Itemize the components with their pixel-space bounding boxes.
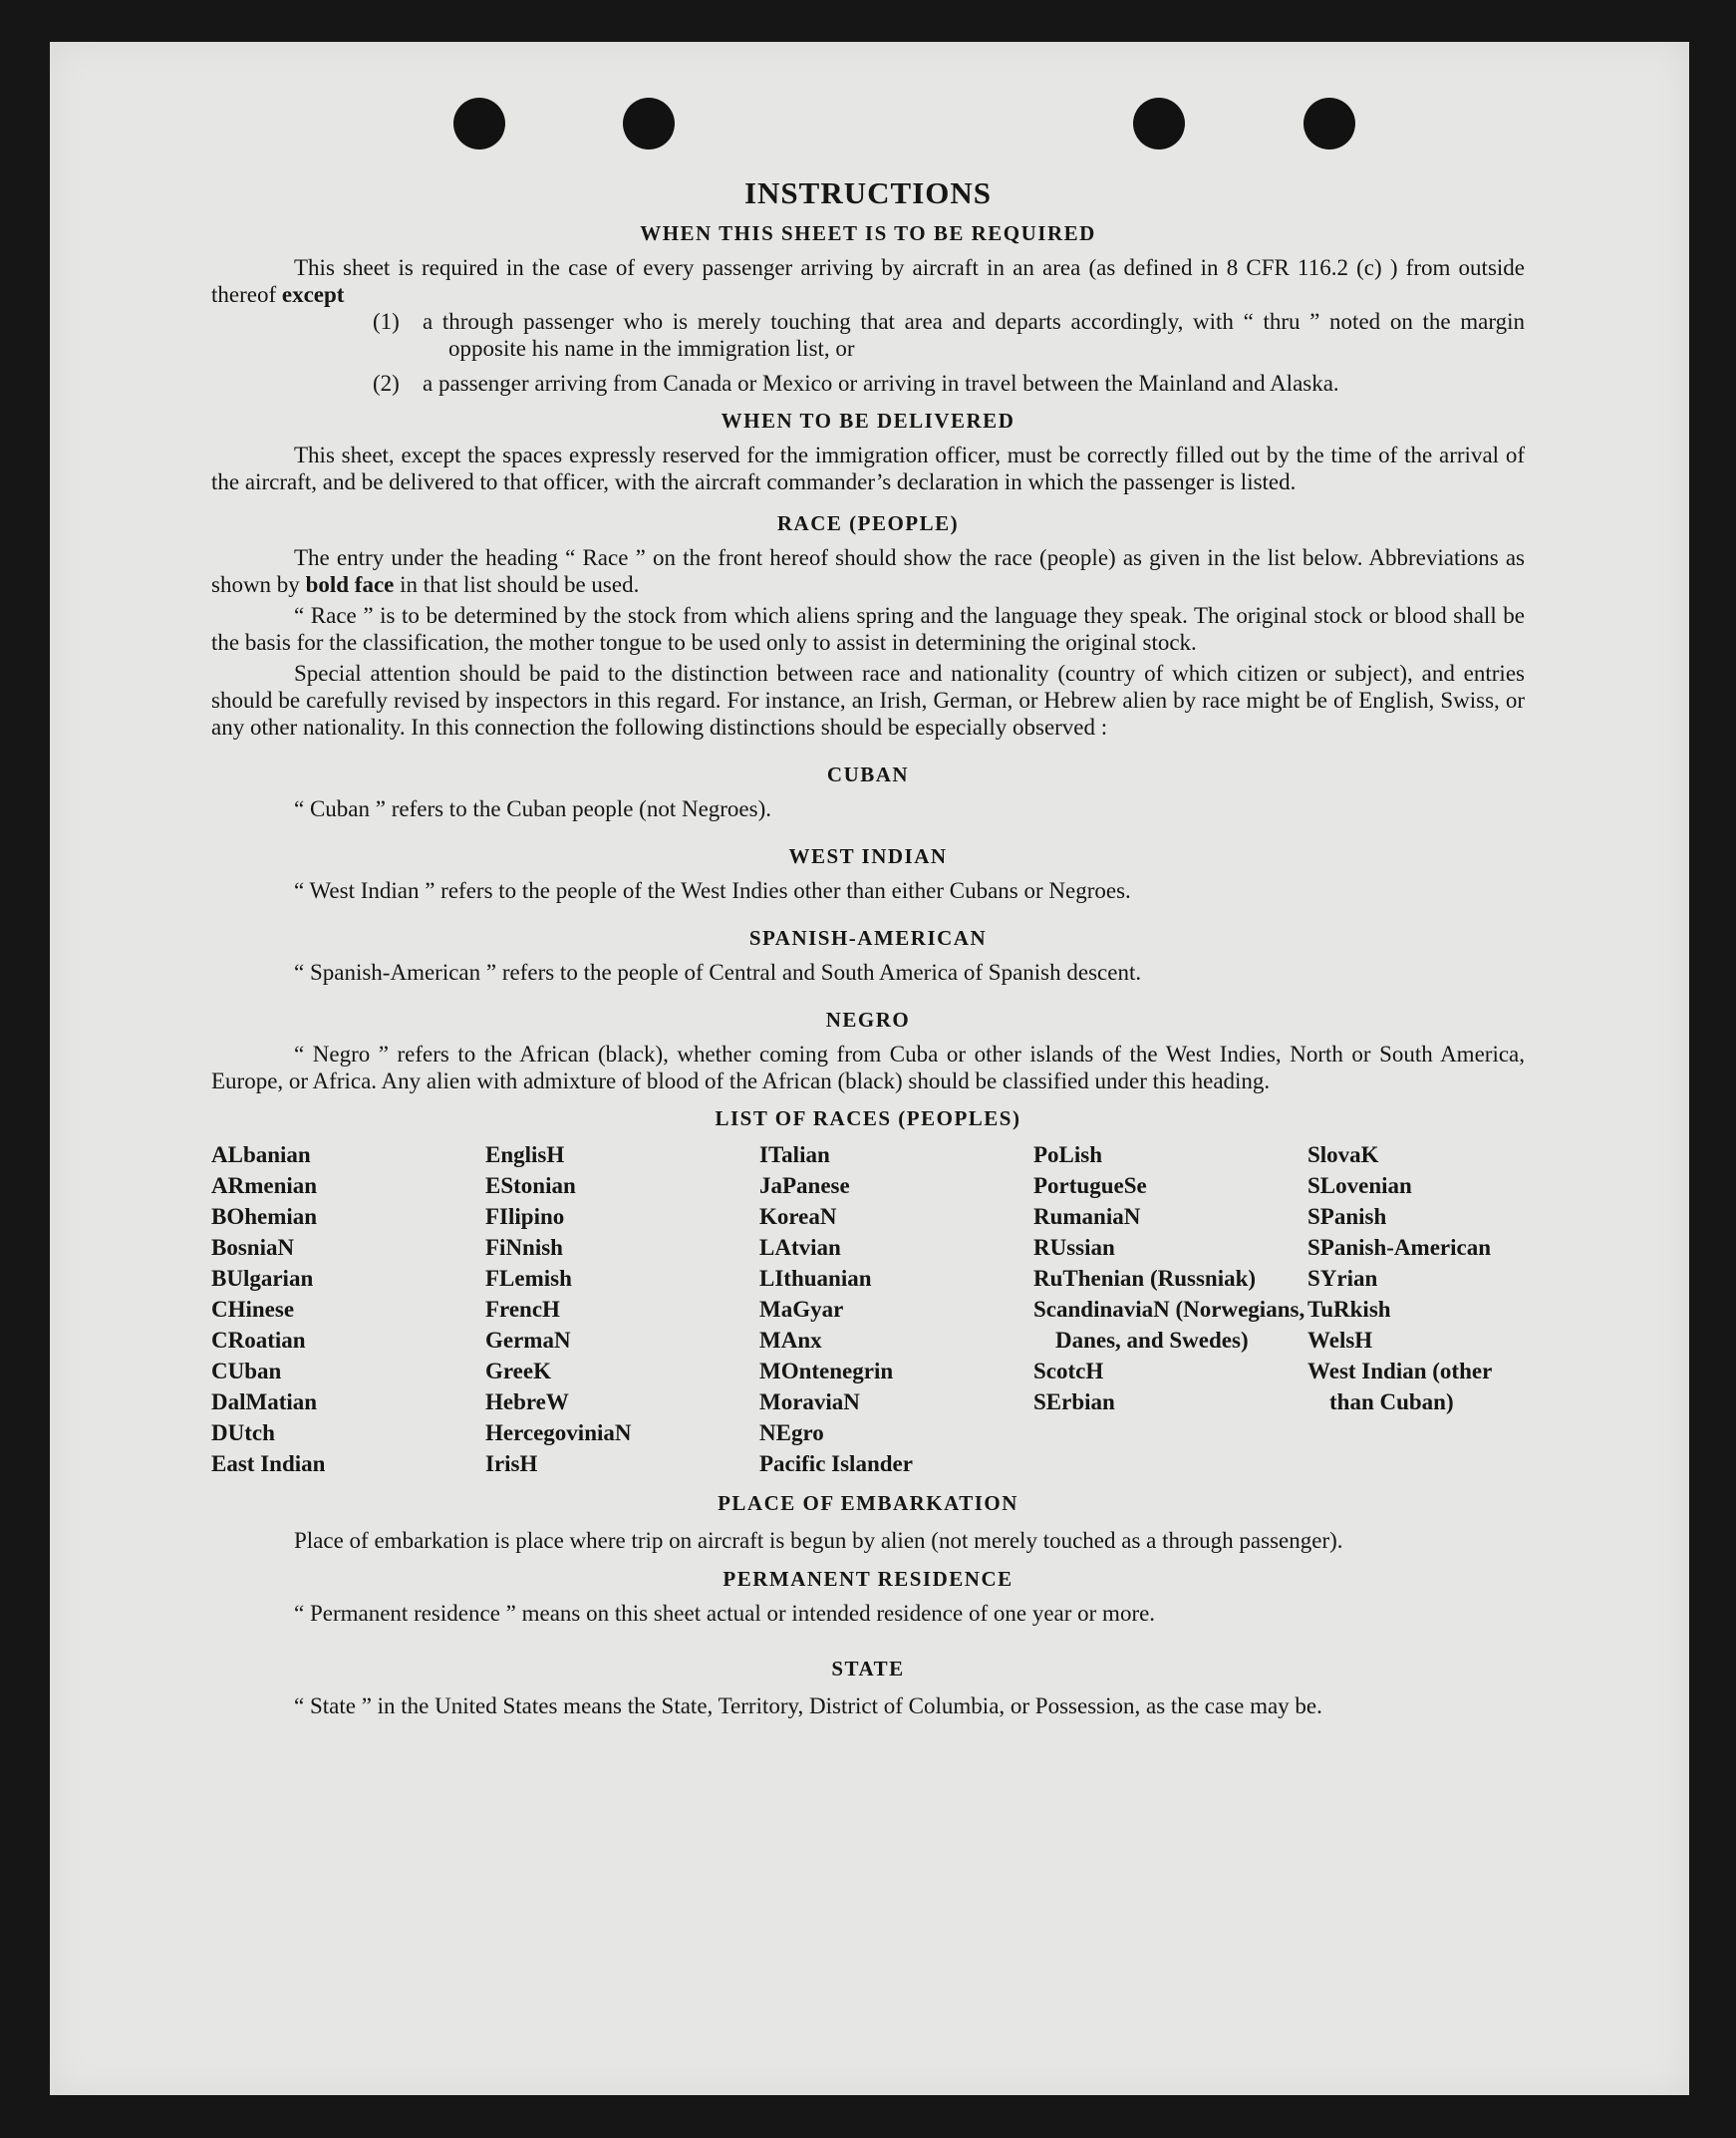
delivered-text: This sheet, except the spaces expressly reserved for the immigration officer, must be correctly filled out by the time of the arrival of the aircraft, and be delivered to that officer, with the aircraft commander’s declaration in which the passenger is listed. (211, 443, 1525, 494)
negro-text: “ Negro ” refers to the African (black), whether coming from Cuba or other islands of the West Indies, North or South America, Europe, or Africa. Any alien with admixture of blood of the African (black) should be classified under this heading. (211, 1042, 1525, 1093)
race-entry: GreeK (485, 1359, 551, 1383)
race-paragraph-1: The entry under the heading “ Race ” on the front hereof should show the race (people) as given in the list below. Abbreviations as shown by bold face in that list should be used. (211, 545, 1525, 597)
race-entry: RUssian (1033, 1235, 1115, 1260)
embarkation-text: Place of embarkation is place where trip on aircraft is begun by alien (not merely touched as a through passenger). (294, 1528, 1343, 1553)
race-entry: RumaniaN (1033, 1204, 1141, 1229)
race-entry: KoreaN (759, 1204, 837, 1229)
residence-text: “ Permanent residence ” means on this sheet actual or intended residence of one year or more. (294, 1601, 1156, 1626)
race-entry: WelsH (1307, 1328, 1373, 1353)
races-table (211, 1139, 1525, 1479)
race-entry: MOntenegrin (759, 1359, 894, 1383)
races-column (485, 1139, 759, 1479)
races-column (1307, 1139, 1527, 1479)
heading-permanent-residence: PERMANENT RESIDENCE (723, 1567, 1013, 1591)
heading-race: RACE (PEOPLE) (776, 511, 960, 535)
race-entry: SPanish-American (1307, 1235, 1491, 1260)
race-entry: RuThenian (Russniak) (1033, 1266, 1257, 1291)
heading-cuban: CUBAN (826, 763, 910, 786)
race-entry: DalMatian (211, 1389, 318, 1414)
west-indian-text: “ West Indian ” refers to the people of the West Indies other than either Cubans or Negroes. (294, 878, 1131, 903)
heading-spanish-american: SPANISH-AMERICAN (748, 926, 988, 950)
race-entry: MoraviaN (759, 1389, 860, 1414)
race-entry: CUban (211, 1359, 282, 1383)
race-entry: ScandinaviaN (Norwegians, Danes, and Swedes) (1033, 1297, 1305, 1353)
heading-when-required: WHEN THIS SHEET IS TO BE REQUIRED (640, 221, 1096, 245)
required-intro: This sheet is required in the case of every passenger arriving by aircraft in an area (as defined in 8 CFR 116.2 (c) ) from outside thereof except (211, 255, 1525, 307)
punch-hole (1303, 98, 1355, 150)
race-entry: GermaN (485, 1328, 571, 1353)
race-entry: PortugueSe (1033, 1173, 1147, 1198)
race-entry: IrisH (485, 1451, 538, 1476)
race-entry: BosniaN (211, 1235, 295, 1260)
race-entry: Pacific Islander (759, 1451, 913, 1476)
race-entry: DUtch (211, 1420, 275, 1445)
exception-item: (1) a through passenger who is merely touching that area and departs accordingly, with “ thru ” noted on the margin opposite his name in the immigration list, or (373, 309, 1525, 361)
race-entry: East Indian (211, 1451, 326, 1476)
race-entry: SPanish (1307, 1204, 1387, 1229)
race-entry: FiNnish (485, 1235, 563, 1260)
heading-negro: NEGRO (825, 1008, 911, 1032)
race-entry: SLovenian (1307, 1173, 1412, 1198)
race-entry: ARmenian (211, 1173, 318, 1198)
race-entry: TuRkish (1307, 1297, 1391, 1322)
races-column (211, 1139, 485, 1479)
heading-list-of-races: LIST OF RACES (PEOPLES) (715, 1106, 1021, 1130)
heading-place-of-embarkation: PLACE OF EMBARKATION (718, 1491, 1018, 1515)
race-entry: West Indian (other than Cuban) (1307, 1359, 1492, 1414)
cuban-text: “ Cuban ” refers to the Cuban people (not Negroes). (294, 796, 772, 821)
punch-hole (623, 98, 675, 150)
heading-west-indian: WEST INDIAN (788, 844, 948, 868)
races-column (759, 1139, 1033, 1479)
race-entry: FIlipino (485, 1204, 565, 1229)
race-entry: SlovaK (1307, 1142, 1379, 1167)
state-text: “ State ” in the United States means the State, Territory, District of Columbia, or Possession, as the case may be. (294, 1693, 1322, 1718)
race-entry: BOhemian (211, 1204, 318, 1229)
race-paragraph-2: “ Race ” is to be determined by the stock from which aliens spring and the language they speak. The original stock or blood shall be the basis for the classification, the mother tongue to be used only to assist in determining the original stock. (211, 603, 1525, 655)
race-entry: CHinese (211, 1297, 295, 1322)
heading-state: STATE (831, 1657, 905, 1680)
punch-hole (1133, 98, 1185, 150)
race-entry: HercegoviniaN (485, 1420, 632, 1445)
race-entry: EnglisH (485, 1142, 565, 1167)
race-entry: ALbanian (211, 1142, 311, 1167)
race-entry: SYrian (1307, 1266, 1378, 1291)
race-entry: PoLish (1033, 1142, 1103, 1167)
race-paragraph-3: Special attention should be paid to the distinction between race and nationality (country of which citizen or subject), and entries should be carefully revised by inspectors in this regard. For instance, an Irish, German, or Hebrew alien by race might be of English, Swiss, or any other nationality. In this connection the following distinctions should be especially observed : (211, 661, 1525, 740)
exception-item: (2) a passenger arriving from Canada or Mexico or arriving in travel between the Mainland and Alaska. (373, 371, 1339, 396)
race-entry: ITalian (759, 1142, 830, 1167)
race-entry: LIthuanian (759, 1266, 872, 1291)
race-entry: FrencH (485, 1297, 560, 1322)
race-entry: ScotcH (1033, 1359, 1104, 1383)
race-entry: HebreW (485, 1389, 569, 1414)
race-entry: EStonian (485, 1173, 576, 1198)
race-entry: SErbian (1033, 1389, 1115, 1414)
races-column (1033, 1139, 1307, 1479)
spanish-american-text: “ Spanish-American ” refers to the people of Central and South America of Spanish descent. (294, 960, 1142, 985)
race-entry: MAnx (759, 1328, 822, 1353)
page-title: INSTRUCTIONS (743, 175, 992, 210)
race-entry: MaGyar (759, 1297, 844, 1322)
race-entry: NEgro (759, 1420, 824, 1445)
instructions-content (211, 175, 1525, 1722)
heading-when-delivered: WHEN TO BE DELIVERED (721, 409, 1015, 433)
race-entry: FLemish (485, 1266, 572, 1291)
punch-hole (453, 98, 505, 150)
race-entry: BUlgarian (211, 1266, 314, 1291)
race-entry: CRoatian (211, 1328, 306, 1353)
race-entry: LAtvian (759, 1235, 841, 1260)
race-entry: JaPanese (759, 1173, 850, 1198)
